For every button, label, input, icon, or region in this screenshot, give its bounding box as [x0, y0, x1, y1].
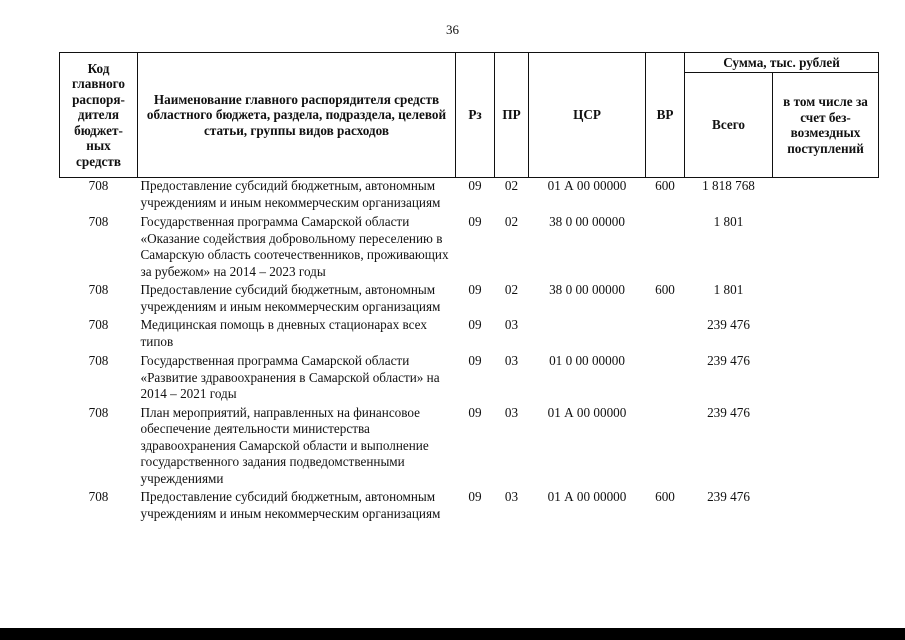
cell-incl [773, 214, 879, 282]
cell-name: План мероприятий, направленных на финансовое обеспечение деятельности министерства здравоохранения Самарской области и выполнение государственного задания подведомственными учреждениями [140, 404, 429, 486]
cell-name: Предоставление субсидий бюджетным, автономным учреждениям и иным некоммерческим организациям [140, 282, 441, 314]
cell-name: Государственная программа Самарской области «Оказание содействия добровольному переселению в Самарскую область соотечественников, проживающих за рубежом» на 2014 – 2023 годы [140, 214, 449, 279]
cell-name: Предоставление субсидий бюджетным, автономным учреждениям и иным некоммерческим организациям [140, 489, 441, 521]
cell-total: 239 476 [707, 317, 750, 332]
cell-incl [773, 489, 879, 524]
cell-total: 1 801 [713, 214, 744, 229]
header-csr: ЦСР [529, 53, 646, 178]
header-total: Всего [685, 73, 773, 178]
cell-rz: 09 [468, 214, 482, 229]
table-row [60, 405, 879, 490]
cell-name: Предоставление субсидий бюджетным, автономным учреждениям и иным некоммерческим организациям [140, 178, 441, 210]
header-pr: ПР [495, 53, 529, 178]
header-name: Наименование главного распорядителя средств областного бюджета, раздела, подраздела, целевой статьи, группы видов расходов [138, 53, 456, 178]
cell-csr: 01 А 00 00000 [547, 489, 627, 504]
cell-code: 708 [88, 317, 109, 332]
cell-pr: 03 [504, 404, 519, 420]
bottom-border-bar [0, 628, 905, 640]
page-number: 36 [446, 22, 459, 37]
table-row [60, 178, 879, 215]
header-rz: Рз [456, 53, 495, 178]
table-body [60, 178, 879, 525]
cell-total: 239 476 [707, 353, 750, 368]
cell-name: Государственная программа Самарской области «Развитие здравоохранения в Самарской области» на 2014 – 2021 годы [140, 353, 440, 401]
cell-rz: 09 [468, 404, 482, 420]
cell-incl [773, 282, 879, 317]
cell-code: 708 [88, 353, 109, 368]
header-incl: в том числе за счет без-возмездных поступлений [773, 73, 879, 178]
cell-rz: 09 [468, 489, 482, 504]
cell-rz: 09 [468, 317, 482, 332]
table-row [60, 317, 879, 353]
cell-csr: 38 0 00 00000 [549, 214, 625, 229]
header-vr: ВР [646, 53, 685, 178]
cell-rz: 09 [468, 282, 482, 297]
cell-total: 1 801 [713, 282, 744, 297]
budget-table [59, 52, 879, 524]
cell-code: 708 [88, 404, 109, 420]
cell-rz: 09 [468, 353, 482, 368]
cell-vr [646, 353, 685, 405]
table-row [60, 489, 879, 524]
cell-pr: 03 [504, 317, 519, 332]
cell-vr [646, 317, 685, 353]
cell-total: 1 818 768 [702, 178, 755, 193]
cell-total: 239 476 [707, 489, 750, 504]
cell-csr: 01 А 00 00000 [547, 404, 627, 420]
cell-pr: 03 [504, 353, 519, 368]
cell-pr: 03 [504, 489, 519, 504]
cell-vr: 600 [655, 489, 675, 504]
cell-code: 708 [88, 489, 109, 504]
cell-incl [773, 353, 879, 405]
cell-incl [773, 405, 879, 490]
cell-pr: 02 [504, 178, 519, 193]
cell-code: 708 [88, 214, 109, 229]
cell-code: 708 [88, 282, 109, 297]
cell-name: Медицинская помощь в дневных стационарах всех типов [140, 317, 427, 349]
table-row [60, 353, 879, 405]
cell-pr: 02 [504, 282, 519, 297]
cell-csr: 01 А 00 00000 [547, 178, 627, 193]
cell-vr: 600 [655, 282, 675, 297]
cell-rz: 09 [468, 178, 482, 193]
cell-code: 708 [88, 178, 109, 193]
cell-incl [773, 178, 879, 215]
cell-pr: 02 [504, 214, 519, 229]
cell-vr [646, 214, 685, 282]
table-row [60, 214, 879, 282]
cell-csr [529, 317, 646, 353]
cell-total: 239 476 [707, 404, 750, 420]
cell-incl [773, 317, 879, 353]
table-row [60, 282, 879, 317]
cell-vr [646, 405, 685, 490]
cell-vr: 600 [655, 178, 675, 193]
header-code: Код главного распоря-дителя бюджет-ных средств [60, 53, 138, 178]
header-sum-group: Сумма, тыс. рублей [685, 53, 879, 73]
cell-csr: 01 0 00 00000 [549, 353, 625, 368]
cell-csr: 38 0 00 00000 [549, 282, 625, 297]
